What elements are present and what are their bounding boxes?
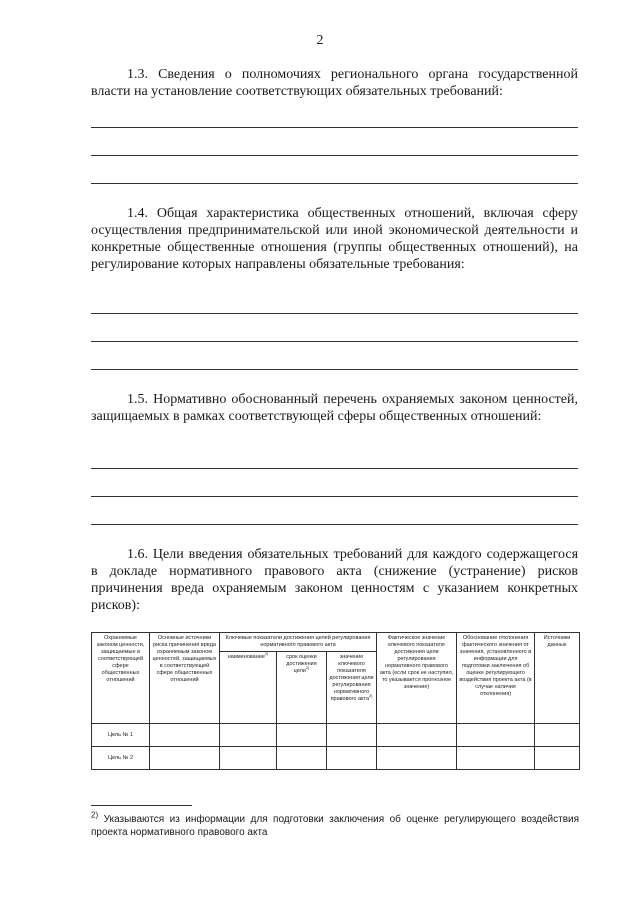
section-number: 1.5. [127, 392, 148, 407]
subheader-name: наименование$^{2)}$ [220, 652, 277, 724]
blank-line [91, 313, 578, 314]
goal-label: Цель № 1 [92, 724, 150, 747]
header-key-indicators: Ключевые показатели достижения целей регулирования нормативного правового акта [220, 633, 377, 652]
header-deviation-justification: Обоснование отклонения фактического значения от значения, установленного в информации для подготовки заключения об оценке регулирующего воздействия проекта акта (в случае наличия отклонения) [457, 633, 535, 724]
header-data-sources: Источники данных [535, 633, 580, 724]
blank-line [91, 369, 578, 370]
header-risk-sources: Основные источники риска причинения вреда охраняемым законом ценностей, защищаемых в соответствующей сфере общественных отношений [150, 633, 220, 724]
blank-line [91, 127, 578, 128]
blank-line [91, 524, 578, 525]
section-1-5 [91, 391, 578, 425]
footnote-number: 2) [91, 810, 99, 820]
blank-line [91, 468, 578, 469]
header-actual-value: Фактическое значение ключевого показателя достижения цели регулирования нормативного правового акта (если срок не наступил, то указывается прогнозное значение) [377, 633, 457, 724]
subheader-term: срок оценки достижения цели$^{2)}$ [277, 652, 327, 724]
table-row [92, 724, 580, 747]
footnote-text: Указываются из информации для подготовки заключения об оценке регулирующего воздействия проекта нормативного правового акта [91, 814, 580, 838]
section-number: 1.6. [127, 547, 148, 562]
footnote-separator [91, 805, 192, 806]
table-header-row [92, 633, 580, 652]
section-1-3 [91, 66, 578, 100]
section-text: Сведения о полномочиях регионального органа государственной власти на установление соответствующих обязательных требований: [91, 67, 578, 99]
section-1-6 [91, 546, 578, 614]
table-row [92, 747, 580, 770]
blank-line [91, 155, 578, 156]
page-number: 2 [316, 33, 324, 48]
section-number: 1.3. [127, 67, 148, 82]
section-number: 1.4. [127, 206, 148, 221]
section-1-4 [91, 205, 578, 273]
footnote [91, 810, 580, 839]
goal-label: Цель № 2 [92, 747, 150, 770]
section-text: Нормативно обоснованный перечень охраняемых законом ценностей, защищаемых в рамках соответствующей сферы общественных отношений: [91, 392, 579, 424]
blank-line [91, 341, 578, 342]
header-protected-values: Охраняемые законом ценности, защищаемые в соответствующей сфере общественных отношений [92, 633, 150, 724]
section-text: Цели введения обязательных требований для каждого содержащегося в докладе нормативного правового акта (снижение (устранение) рисков причинения вреда охраняемым законом ценностям с указанием конкретных рисков): [91, 547, 579, 613]
requirements-table [91, 632, 580, 770]
blank-line [91, 183, 578, 184]
blank-line [91, 496, 578, 497]
section-text: Общая характеристика общественных отношений, включая сферу осуществления предпринимательской или иной экономической деятельности и конкретные общественные отношения (группы общественных отношений), на регулирование которых направлены обязательные требования: [91, 206, 579, 272]
subheader-indicator-value: значение ключевого показателя достижения цели регулирования нормативного правового акта$^{2)}$ [327, 652, 377, 724]
